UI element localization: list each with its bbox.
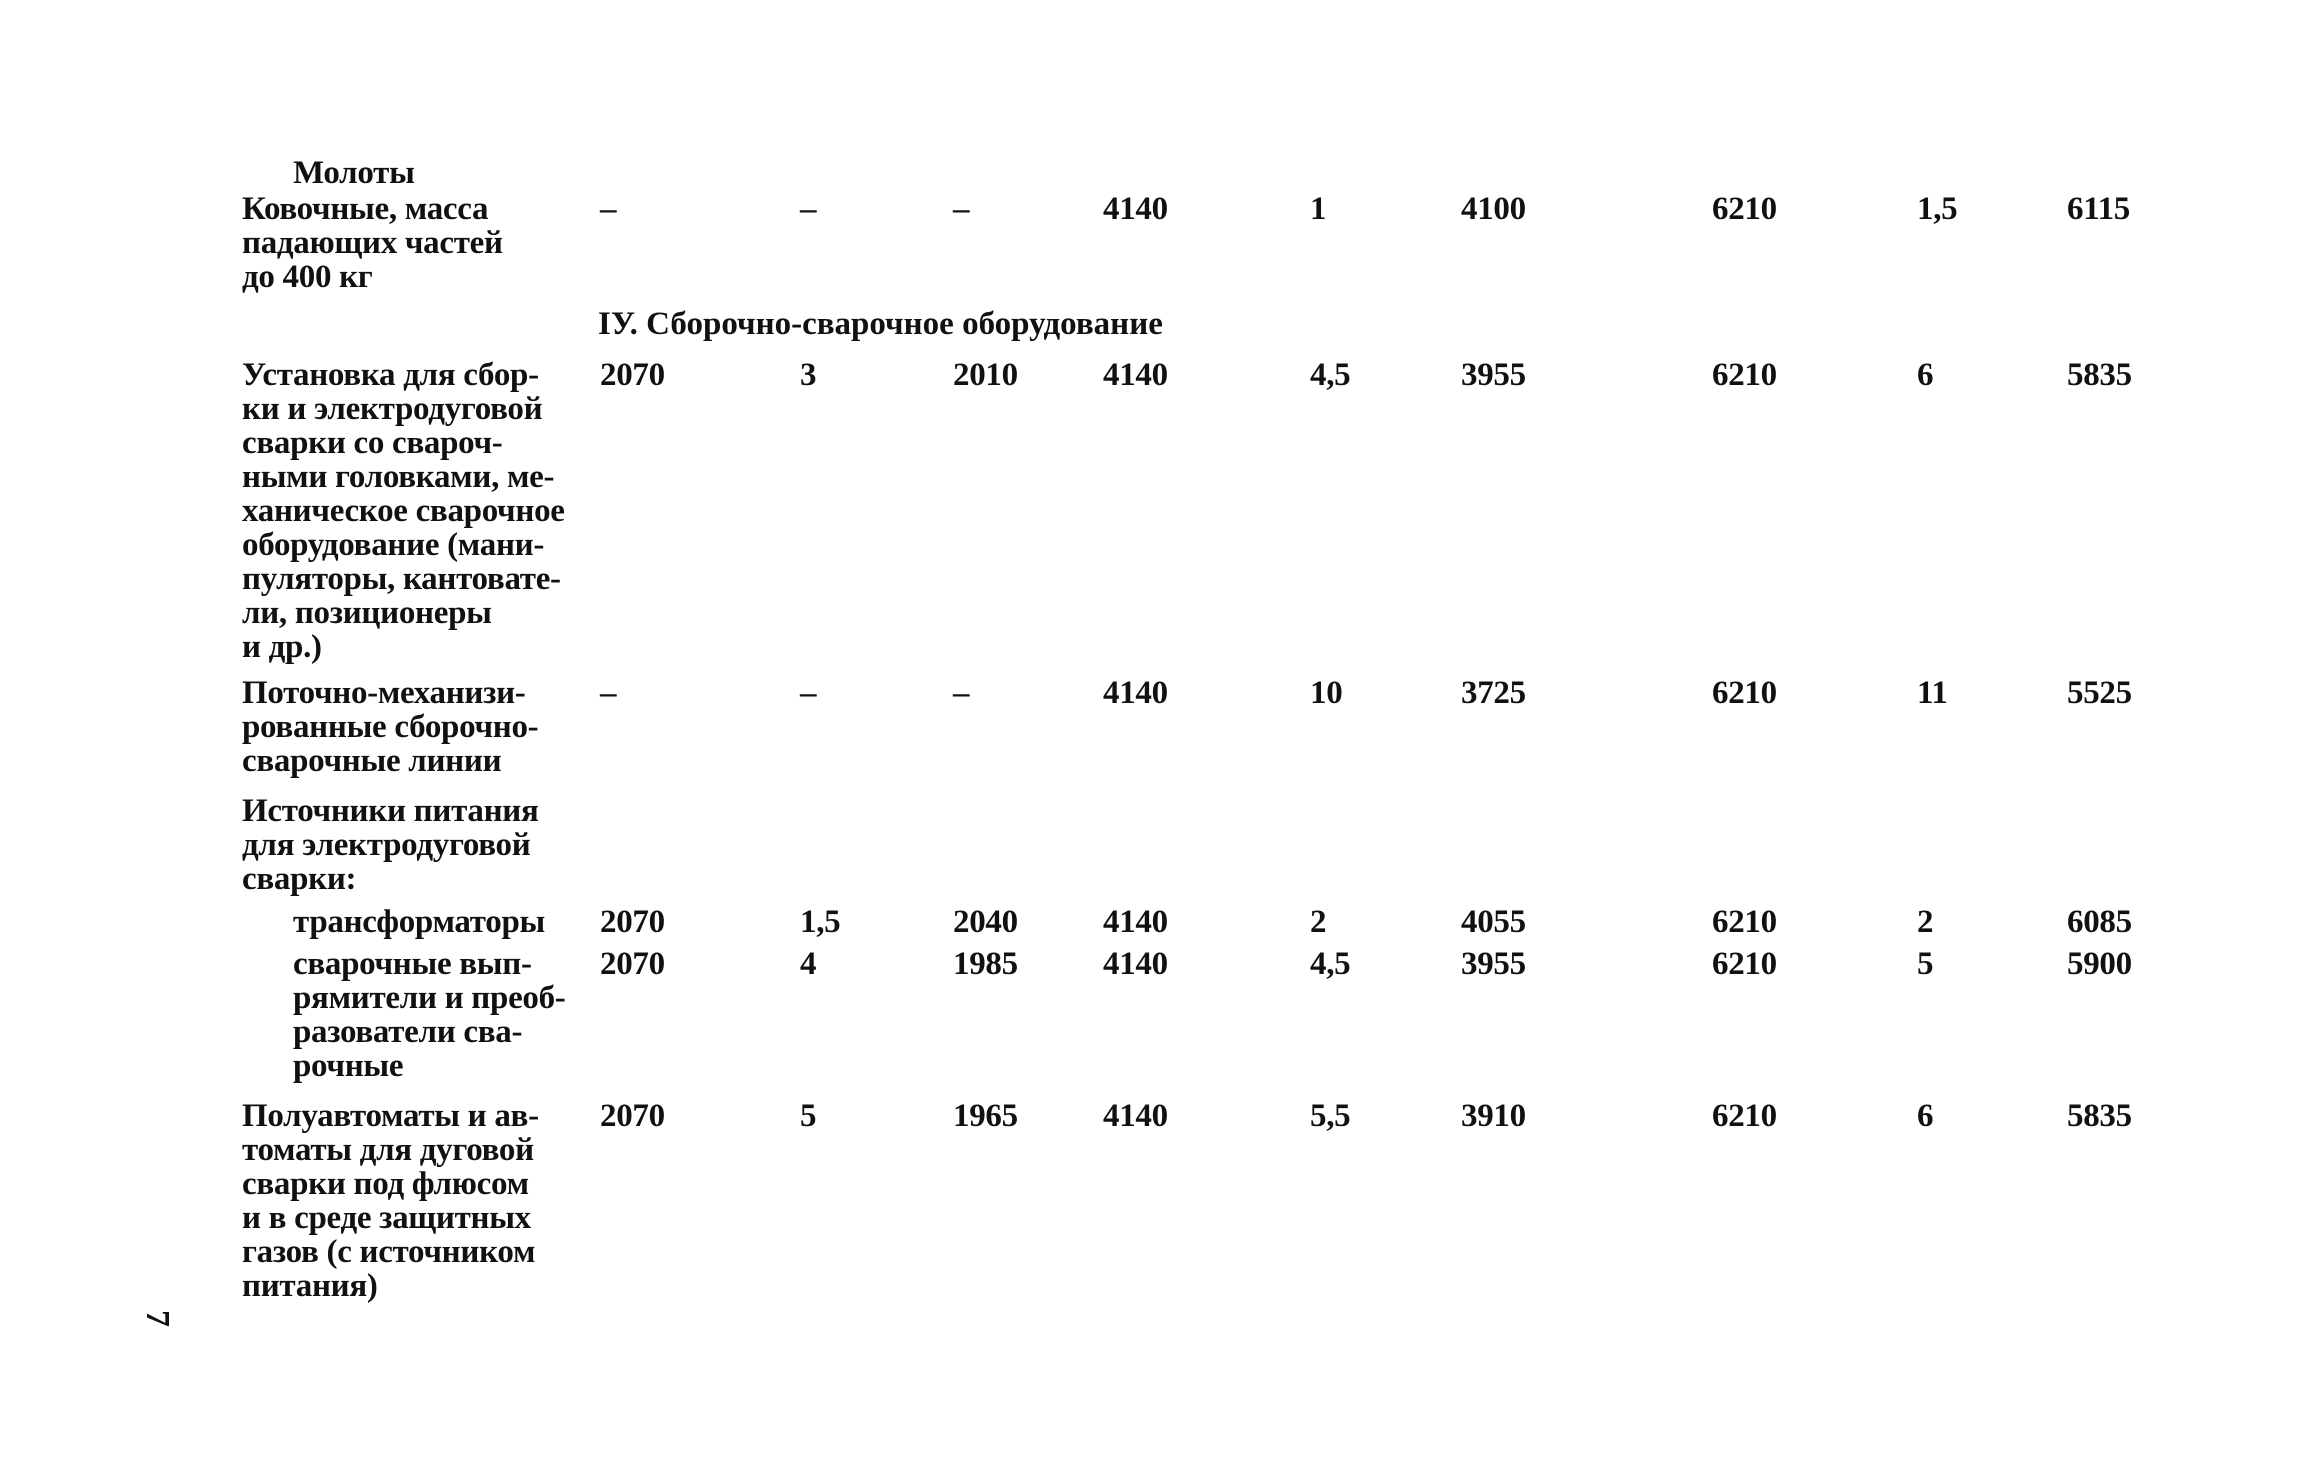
cell: 4,5 xyxy=(1310,357,1351,393)
cell: 4140 xyxy=(1103,357,1168,393)
cell: – xyxy=(600,675,617,711)
cell: 6210 xyxy=(1712,357,1777,393)
cell: 6115 xyxy=(2067,191,2130,227)
cell: 5835 xyxy=(2067,357,2132,393)
cell: 2 xyxy=(1310,904,1327,940)
cell: 3955 xyxy=(1461,357,1526,393)
cell: 2 xyxy=(1917,904,1934,940)
cell: 2010 xyxy=(953,357,1018,393)
cell: 4140 xyxy=(1103,946,1168,982)
cell: 3725 xyxy=(1461,675,1526,711)
cell: 5835 xyxy=(2067,1098,2132,1134)
cell: 6210 xyxy=(1712,904,1777,940)
cell: 6210 xyxy=(1712,675,1777,711)
cell: 2070 xyxy=(600,1098,665,1134)
cell: 6 xyxy=(1917,357,1934,393)
cell: 6210 xyxy=(1712,946,1777,982)
cell: 1 xyxy=(1310,191,1327,227)
cell: 3955 xyxy=(1461,946,1526,982)
cell: – xyxy=(800,675,817,711)
row-rectifiers-label: сварочные вып- рямители и преоб- разователи сва- рочные xyxy=(293,946,566,1084)
cell: – xyxy=(800,191,817,227)
cell: 2040 xyxy=(953,904,1018,940)
cell: 1,5 xyxy=(800,904,841,940)
cell: 6 xyxy=(1917,1098,1934,1134)
cell: 4 xyxy=(800,946,817,982)
cell: 4140 xyxy=(1103,904,1168,940)
row-semiauto-label: Полуавтоматы и ав- томаты для дуговой сварки под флюсом и в среде защитных газов (с источником питания) xyxy=(242,1098,539,1304)
cell: 6085 xyxy=(2067,904,2132,940)
cell: – xyxy=(953,675,970,711)
cell: 2070 xyxy=(600,946,665,982)
cell: 5,5 xyxy=(1310,1098,1351,1134)
cell: 5 xyxy=(800,1098,817,1134)
section-title: IУ. Сборочно-сварочное оборудование xyxy=(598,306,1163,342)
cell: 2070 xyxy=(600,357,665,393)
cell: 11 xyxy=(1917,675,1948,711)
cell: 5 xyxy=(1917,946,1934,982)
cell: 6210 xyxy=(1712,1098,1777,1134)
cell: 2070 xyxy=(600,904,665,940)
cell: 4140 xyxy=(1103,675,1168,711)
cell: 5525 xyxy=(2067,675,2132,711)
cell: 4140 xyxy=(1103,1098,1168,1134)
cell: 3 xyxy=(800,357,817,393)
cell: 6210 xyxy=(1712,191,1777,227)
cell: 10 xyxy=(1310,675,1343,711)
hammers-heading: Молоты xyxy=(293,155,415,191)
row-lines-label: Поточно-механизи- рованные сборочно- сварочные линии xyxy=(242,675,539,779)
cell: 5900 xyxy=(2067,946,2132,982)
cell: 1985 xyxy=(953,946,1018,982)
page-number: 7 xyxy=(139,1310,176,1327)
cell: 4,5 xyxy=(1310,946,1351,982)
power-sources-label: Источники питания для электродуговой сварки: xyxy=(242,793,539,897)
hammers-label: Ковочные, масса падающих частей до 400 кг xyxy=(242,191,503,295)
cell: 1965 xyxy=(953,1098,1018,1134)
cell: – xyxy=(600,191,617,227)
cell: 4055 xyxy=(1461,904,1526,940)
cell: 1,5 xyxy=(1917,191,1958,227)
row-assembly-label: Установка для сбор- ки и электродуговой сварки со свароч- ными головками, ме- ханическое сварочное оборудование (мани- пуляторы, кантовате- ли, позиционеры и др.) xyxy=(242,357,565,665)
row-transformers-label: трансформаторы xyxy=(293,904,545,940)
cell: 4100 xyxy=(1461,191,1526,227)
cell: 3910 xyxy=(1461,1098,1526,1134)
cell: – xyxy=(953,191,970,227)
cell: 4140 xyxy=(1103,191,1168,227)
